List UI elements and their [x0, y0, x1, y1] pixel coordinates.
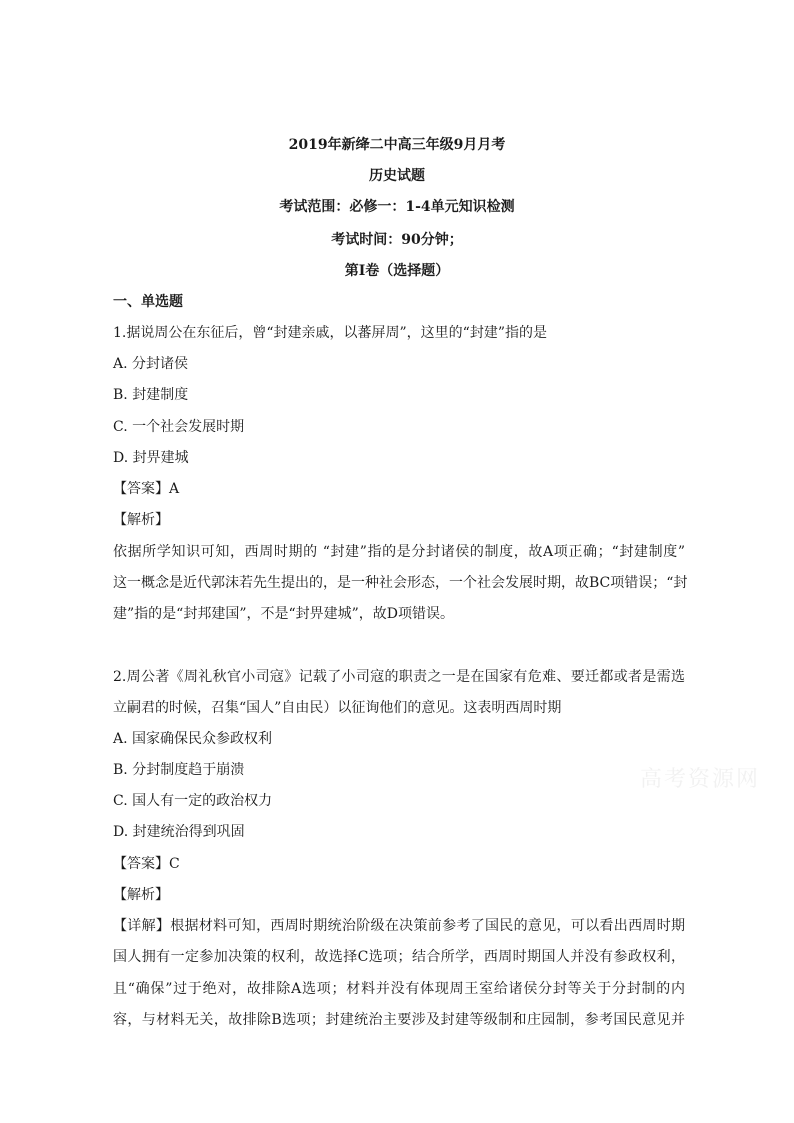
question-2-stem-line-1: 2.周公著《周礼秋官小司寇》记载了小司寇的职责之一是在国家有危难、要迁都或者是需选: [113, 669, 685, 685]
question-2-option-d: D. 封建统治得到巩固: [113, 824, 245, 840]
question-1-answer: 【答案】A: [113, 481, 180, 497]
volume-title: 第I卷（选择题）: [344, 263, 450, 279]
question-2-stem-line-2: 立嗣君的时候，召集“国人”自由民）以征询他们的意见。这表明西周时期: [113, 700, 562, 716]
question-2-analysis-line-3: 且“确保”过于绝对，故排除A选项；材料并没有体现周王室给诸侯分封等关于分封制的内: [113, 981, 685, 997]
question-2-analysis-line-2: 国人拥有一定参加决策的权利，故选择C选项；结合所学，西周时期国人并没有参政权利，: [113, 949, 685, 965]
exam-scope: 考试范围：必修一：1-4单元知识检测: [279, 199, 515, 215]
subject-title: 历史试题: [369, 168, 425, 184]
question-1-option-a: A. 分封诸侯: [113, 356, 189, 372]
question-1-option-c: C. 一个社会发展时期: [113, 419, 245, 435]
question-1-analysis-line-2: 这一概念是近代郭沫若先生提出的，是一种社会形态，一个社会发展时期，故BC项错误；“封: [113, 575, 688, 591]
question-2-analysis-line-4: 容，与材料无关，故排除B选项；封建统治主要涉及封建等级制和庄园制，参考国民意见并: [113, 1012, 685, 1028]
question-2-analysis-line-1: 【详解】根据材料可知，西周时期统治阶级在决策前参考了国民的意见，可以看出西周时期: [113, 918, 685, 934]
question-2-option-c: C. 国人有一定的政治权力: [113, 793, 273, 809]
section-title: 一、单选题: [113, 294, 183, 310]
question-2-option-b: B. 分封制度趋于崩溃: [113, 762, 245, 778]
question-2-answer: 【答案】C: [113, 856, 180, 872]
question-1-analysis-label: 【解析】: [113, 512, 169, 528]
question-1-stem: 1.据说周公在东征后，曾“封建亲戚，以蕃屏周”，这里的“封建”指的是: [113, 325, 547, 341]
question-2-option-a: A. 国家确保民众参政权利: [113, 731, 273, 747]
question-1-option-d: D. 封畀建城: [113, 450, 189, 466]
exam-title: 2019年新绛二中高三年级9月月考: [288, 137, 506, 153]
question-1-analysis-line-1: 依据所学知识可知，西周时期的 “封建”指的是分封诸侯的制度，故A项正确；“封建制度”: [113, 544, 685, 560]
question-2-analysis-label: 【解析】: [113, 887, 169, 903]
question-1-analysis-line-3: 建”指的是“封邦建国”，不是“封畀建城”，故D项错误。: [113, 606, 455, 622]
watermark: 高考资源网: [640, 767, 761, 792]
question-1-option-b: B. 封建制度: [113, 387, 189, 403]
exam-time: 考试时间：90分钟；: [331, 232, 463, 248]
